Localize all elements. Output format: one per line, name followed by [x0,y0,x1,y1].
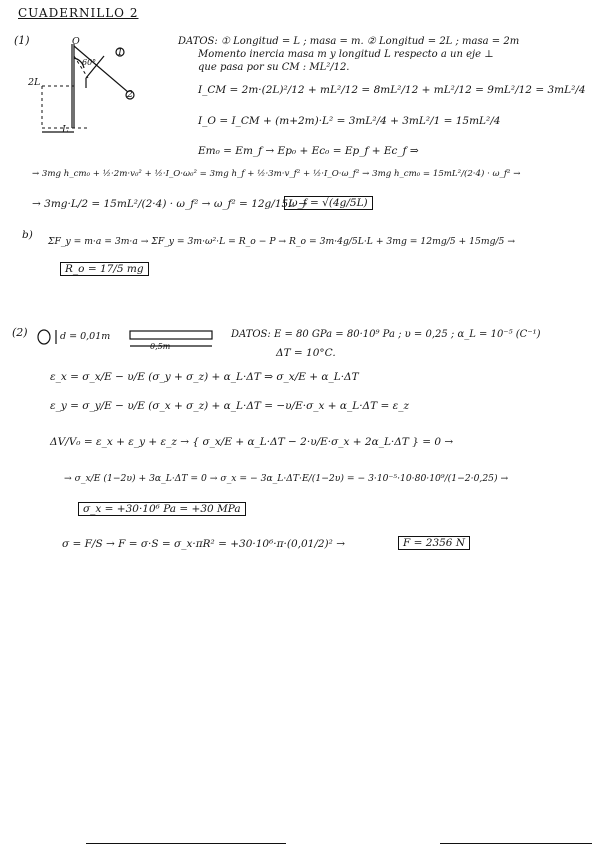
bottom-rule-left [86,843,286,844]
p2-sigma-equation: → σ_x/E (1−2υ) + 3α_L·ΔT = 0 → σ_x = − 3α_L·ΔT·E/(1−2υ) = − 3·10⁻⁵·10·80·10⁹/(1−2·0,25) → [64,473,509,484]
bar-1-label: 1 [117,47,124,58]
pivot-label: O [72,36,80,47]
p2-ex-equation: ε_x = σ_x/E − υ/E (σ_y + σ_z) + α_L·ΔT ⇒ σ_x/E + α_L·ΔT [50,371,359,383]
p2-volume-equation: ΔV/V₀ = ε_x + ε_y + ε_z → { σ_x/E + α_L·ΔT − 2·υ/E·σ_x + 2α_L·ΔT } = 0 → [50,436,454,448]
cross-section [38,330,50,344]
p1-energy-line-1: → 3mg h_cm₀ + ½·2m·v₀² + ½·I_O·ω₀² = 3mg h_f + ½·3m·v_f² + ½·I_O·ω_f² → 3mg h_cm₀ = 15mL²/(2·4) · ω_f² → [32,169,521,179]
problem-2-number: (2) [12,326,28,339]
p1-moment-text-2: que pasa por su CM : ML²/12. [198,62,350,73]
angle-label: 60° [82,58,97,67]
p2-sigma-result: σ_x = +30·10⁶ Pa = +30 MPa [78,502,246,516]
diameter-label: d = 0,01m [60,331,111,342]
problem-2-number-text: 2 [16,326,24,339]
rod [130,331,212,339]
p1-icm-equation: I_CM = 2m·(2L)²/12 + mL²/12 = 8mL²/12 + mL²/12 = 9mL²/12 = 3mL²/4 [198,84,586,96]
height-label: 2L [28,77,41,88]
problem-1-number-text: 1 [18,34,26,47]
part-b-label: b) [22,229,33,241]
p1-io-equation: I_O = I_CM + (m+2m)·L² = 3mL²/4 + 3mL²/1 = 15mL²/4 [198,115,501,127]
length-label: 0,5m [150,342,171,351]
p1-energy-line-2: → 3mg·L/2 = 15mL²/(2·4) · ω_f² → ω_f² = 12g/15L → [32,198,308,210]
p1-omega-result: ω_f = √(4g/5L) [284,196,373,210]
page-title: CUADERNILLO 2 [18,6,139,20]
pendulum-figure [28,38,148,134]
p2-delta-t: ΔT = 10°C. [276,347,336,359]
p2-force-equation: σ = F/S → F = σ·S = σ_x·πR² = +30·10⁶·π·(0,01/2)² → [62,538,346,550]
bar-2-label: 2 [127,89,134,100]
p2-datos: DATOS: E = 80 GPa = 80·10⁹ Pa ; υ = 0,25 ; α_L = 10⁻⁵ (C⁻¹) [231,329,541,340]
p2-ey-equation: ε_y = σ_y/E − υ/E (σ_x + σ_z) + α_L·ΔT = −υ/E·σ_x + α_L·ΔT = ε_z [50,400,410,412]
p1-datos: DATOS: ① Longitud = L ; masa = m. ② Longitud = 2L ; masa = 2m [178,36,520,47]
p1-moment-text-1: Momento inercia masa m y longitud L respecto a un eje ⊥ [198,49,494,60]
p1-part-b-equation: ΣF_y = m·a = 3m·a → ΣF_y = 3m·ω²·L = R_o − P → R_o = 3m·4g/5L·L + 3mg = 12mg/5 + 15mg/5 → [48,236,516,247]
width-label: L [62,124,69,135]
p2-force-result: F = 2356 N [398,536,470,550]
bottom-rule-right [440,843,592,844]
p1-energy-equation: Em₀ = Em_f → Ep₀ + Ec₀ = Ep_f + Ec_f ⇒ [198,145,419,157]
problem-1-number: (1) [14,34,30,47]
p1-reaction-result: R_o = 17/5 mg [60,262,149,276]
